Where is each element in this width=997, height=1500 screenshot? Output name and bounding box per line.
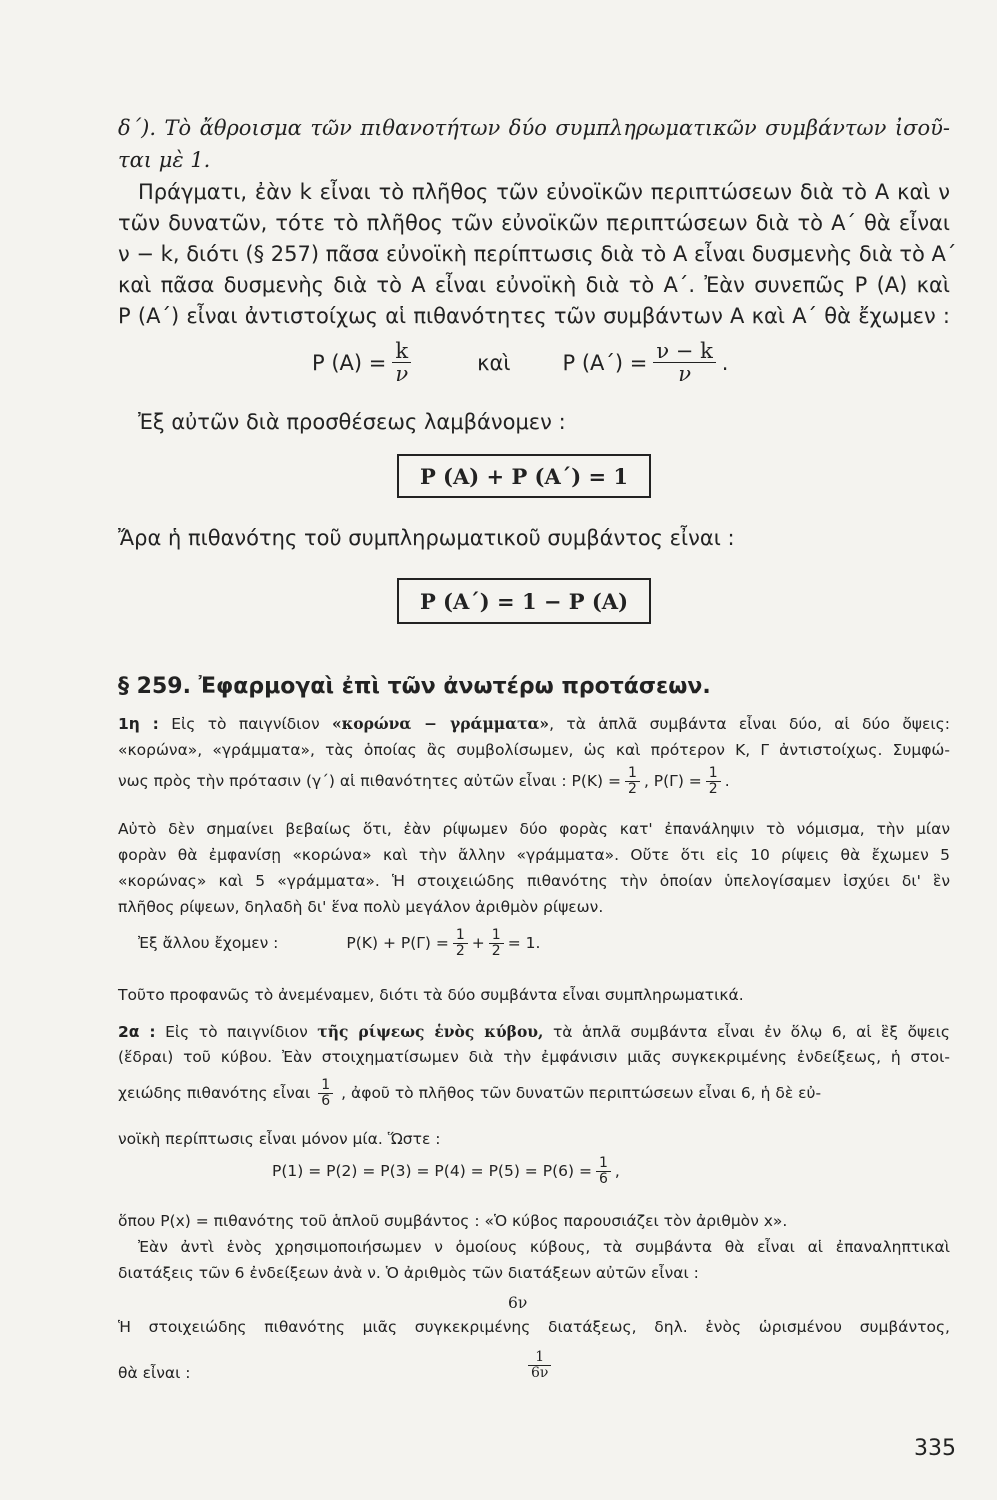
fraction-half-g: $\frac{1}{2}$ (706, 766, 721, 796)
proof-line-5: Ρ (Α΄) εἶναι ἀντιστοίχως αἱ πιθανότητες τῶν συμβάντων Α καὶ Α΄ θὰ ἔχωμεν : (118, 304, 950, 328)
app2-line-4: νοϊκὴ περίπτωσις εἶναι μόνον μία. Ὥστε : (118, 1130, 441, 1148)
app1-line-3: νως πρὸς τὴν πρότασιν (γ΄) αἱ πιθανότητες αὐτῶν εἶναι : Ρ(Κ) = $\frac{1}{2}$ , Ρ(Γ) = $\frac{1}{2}$ . (118, 765, 730, 797)
proof-hence-line: Ἄρα ἡ πιθανότης τοῦ συμπληρωματικοῦ συμβάντος εἶναι : (118, 526, 735, 550)
property-delta-line1: δ΄). Τὸ ἄθροισμα τῶν πιθανοτήτων δύο συμπληρωματικῶν συμβάντων ἰσοῦ- (118, 116, 950, 140)
app2-p4-line: Ἡ στοιχειώδης πιθανότης μιᾶς συγκεκριμένης διατάξεως, δηλ. ἑνὸς ὡρισμένου συμβάντος, (118, 1318, 950, 1336)
app1-game-name: «κορώνα − γράμματα» (331, 714, 550, 733)
formula-lhs-1: Ρ (Α) = (312, 350, 387, 375)
app2-line-2: (ἕδραι) τοῦ κύβου. Ἐὰν στοιχηματίσωμεν διὰ τὴν ἐμφάνισιν μιᾶς συγκεκριμένης ἐνδείξεως, ἡ στοι- (118, 1048, 950, 1066)
proof-line-2: τῶν δυνατῶν, τότε τὸ πλῆθος τῶν εὐνοϊκῶν περιπτώσεων διὰ τὸ Α΄ θὰ εἶναι (118, 211, 950, 235)
fraction-half-a: $\frac{1}{2}$ (453, 928, 468, 958)
app2-dice-equation: Ρ(1) = Ρ(2) = Ρ(3) = Ρ(4) = Ρ(5) = Ρ(6) = $\frac{1}{6}$ , (272, 1155, 620, 1187)
fraction-half-k: $\frac{1}{2}$ (625, 766, 640, 796)
section-heading: § 259. Ἐφαρμογαὶ ἐπὶ τῶν ἀνωτέρω προτάσεων. (118, 674, 711, 699)
app1-label: 1η : (118, 715, 159, 733)
app1-other-line: Ἐξ ἄλλου ἔχομεν : Ρ(Κ) + Ρ(Γ) = $\frac{1}{2}$ + $\frac{1}{2}$ = 1. (138, 927, 541, 959)
fraction-one-sixth-inline: $\frac{1}{6}$ (318, 1078, 333, 1108)
proof-after-line: Ἐξ αὐτῶν διὰ προσθέσεως λαμβάνομεν : (138, 410, 566, 434)
app2-line-3: χειώδης πιθανότης εἶναι $\frac{1}{6}$ , ἀφοῦ τὸ πλῆθος τῶν δυνατῶν περιπτώσεων εἶναι 6, ἡ δὲ εὐ- (118, 1077, 822, 1109)
app2-power-six-nu: 6ν (508, 1294, 528, 1312)
page-number: 335 (914, 1436, 956, 1461)
app2-line-1: 2α : Εἰς τὸ παιγνίδιον τῆς ρίψεως ἑνὸς κύβου, τὰ ἁπλᾶ συμβάντα εἶναι ἐν ὅλῳ 6, αἱ ἓξ ὄψεις (118, 1022, 951, 1041)
formula-complement: Ρ (Α) = $\frac{k}{\nu}$ καὶ Ρ (Α΄) = $\frac{\nu - k}{\nu}$ . (312, 339, 729, 387)
fraction-half-b: $\frac{1}{2}$ (489, 928, 504, 958)
formula-conjunction: καὶ (477, 350, 511, 375)
fraction-one-sixth: $\frac{1}{6}$ (596, 1156, 611, 1186)
app1-line-2: «κορώνα», «γράμματα», τὰς ὁποίας ἂς συμβολίσωμεν, ὡς καὶ πρότερον Κ, Γ ἀντιστοίχως. Συμφώ- (118, 741, 950, 759)
app2-p3-line-1: Ἐὰν ἀντὶ ἑνὸς χρησιμοποιήσωμεν ν ὁμοίους κύβους, τὰ συμβάντα θὰ εἶναι αἱ ἐπαναληπτικαὶ (138, 1238, 950, 1256)
app2-final-fraction: $\frac{1}{6\nu}$ (528, 1350, 551, 1380)
app1-p2-line-2: φορὰν θὰ ἐμφανίσῃ «κορώνα» καὶ τὴν ἄλλην «γράμματα». Οὔτε ὅτι εἰς 10 ρίψεις θὰ ἔχωμεν 5 (118, 846, 950, 864)
app1-p2-line-4: πλῆθος ρίψεων, δηλαδὴ δι' ἕνα πολὺ μεγάλον ἀριθμὸν ρίψεων. (118, 898, 604, 916)
app1-p2-line-1: Αὐτὸ δὲν σημαίνει βεβαίως ὅτι, ἐὰν ρίψωμεν δύο φορὰς κατ' ἐπανάληψιν τὸ νόμισμα, τὴν μίαν (118, 820, 950, 838)
app2-definition: ὅπου Ρ(x) = πιθανότης τοῦ ἁπλοῦ συμβάντος : «Ὁ κύβος παρουσιάζει τὸν ἀριθμὸν x». (118, 1212, 788, 1230)
property-delta-line2: ται μὲ 1. (118, 148, 211, 172)
boxed-formula-sum: Ρ (Α) + Ρ (Α΄) = 1 (397, 454, 651, 498)
app1-line-1: 1η : Εἰς τὸ παιγνίδιον «κορώνα − γράμματα», τὰ ἁπλᾶ συμβάντα εἶναι δύο, αἱ δύο ὄψεις: (118, 714, 950, 733)
app1-conclusion: Τοῦτο προφανῶς τὸ ἀνεμέναμεν, διότι τὰ δύο συμβάντα εἶναι συμπληρωματικά. (118, 986, 744, 1004)
fraction-k-over-nu: $\frac{k}{\nu}$ (392, 340, 411, 385)
app1-p2-line-3: «κορώνας» καὶ 5 «γράμματα». Ἡ στοιχειώδης πιθανότης τὴν ὁποίαν ὑπελογίσαμεν ἰσχύει δι' ἓν (118, 872, 950, 890)
app2-p4b-line: θὰ εἶναι : (118, 1364, 191, 1382)
proof-line-4: καὶ πᾶσα δυσμενὴς διὰ τὸ Α εἶναι εὐνοϊκὴ διὰ τὸ Α΄. Ἐὰν συνεπῶς Ρ (Α) καὶ (118, 273, 950, 297)
app2-p3-line-2: διατάξεις τῶν 6 ἐνδείξεων ἀνὰ ν. Ὁ ἀριθμὸς τῶν διατάξεων αὐτῶν εἶναι : (118, 1264, 699, 1282)
formula-lhs-2: Ρ (Α΄) = (562, 350, 648, 375)
boxed-formula-complement: Ρ (Α΄) = 1 − Ρ (Α) (397, 578, 651, 624)
proof-line-3: ν − k, διότι (§ 257) πᾶσα εὐνοϊκὴ περίπτωσις διὰ τὸ Α εἶναι δυσμενὴς διὰ τὸ Α΄ (118, 242, 957, 266)
app2-game-name: τῆς ρίψεως ἑνὸς κύβου, (317, 1022, 544, 1041)
fraction-nu-minus-k-over-nu: $\frac{\nu - k}{\nu}$ (653, 340, 715, 385)
app2-label: 2α : (118, 1023, 156, 1041)
proof-line-1: Πράγματι, ἐὰν k εἶναι τὸ πλῆθος τῶν εὐνοϊκῶν περιπτώσεων διὰ τὸ Α καὶ ν (138, 180, 950, 204)
